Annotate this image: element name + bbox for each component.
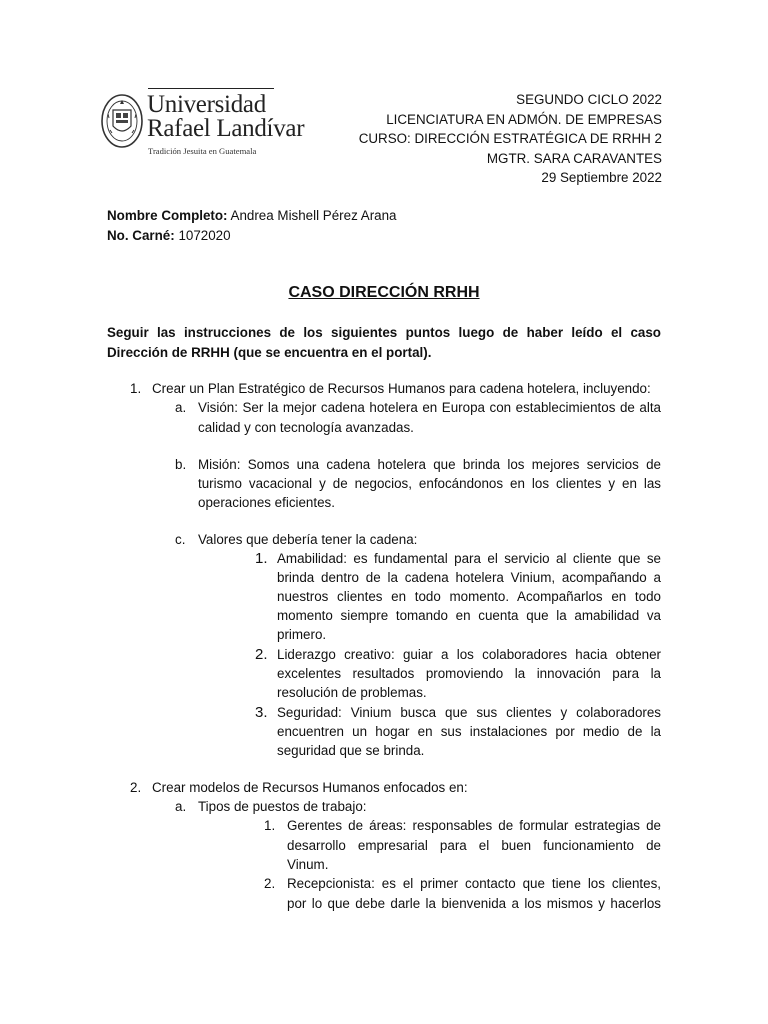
university-seal-icon: [100, 92, 144, 150]
logo-tagline: Tradición Jesuita en Guatemala: [148, 146, 257, 156]
instructions-line: Dirección de RRHH (que se encuentra en el portal).: [107, 344, 432, 360]
item-1-number: 1.: [130, 381, 142, 396]
value-line: Amabilidad: es fundamental para el servicio al cliente que se: [277, 551, 661, 566]
vision-line: Visión: Ser la mejor cadena hotelera en Europa con establecimientos de alta: [198, 400, 661, 415]
name-value: Andrea Mishell Pérez Arana: [227, 208, 397, 223]
mission-line: Misión: Somos una cadena hotelera que brinda los mejores servicios de: [198, 457, 661, 472]
item-1c-letter: c.: [175, 532, 186, 547]
student-name-row: [107, 206, 397, 226]
mission-paragraph: [198, 455, 661, 512]
header-date: 29 Septiembre 2022: [541, 170, 662, 185]
job-line: Vinum.: [287, 857, 329, 872]
header-cycle: SEGUNDO CICLO 2022: [516, 92, 662, 107]
job-line: desarrollo empresarial para el buen funcionamiento de: [287, 837, 661, 853]
item-1b-letter: b.: [175, 457, 187, 472]
value-line: primero.: [277, 627, 327, 642]
job-1-paragraph: [287, 816, 661, 875]
value-3-number: 3.: [255, 704, 268, 721]
mission-line: turismo vacacional y de negocios, enfocándonos en los clientes y en las: [198, 476, 661, 491]
value-line: momento siempre tomando en cuenta que la amabilidad va: [277, 608, 661, 623]
job-line: Recepcionista: es el primer contacto que tiene los clientes,: [287, 876, 661, 891]
item-2-number: 2.: [130, 780, 142, 795]
document-title: CASO DIRECCIÓN RRHH: [288, 284, 480, 301]
value-line: Seguridad: Vinium busca que sus clientes y colaboradores: [277, 705, 661, 720]
value-line: nuestros clientes en todo momento. Acompañarlos en todo: [277, 589, 661, 604]
job-2-paragraph: [287, 874, 661, 913]
item-2-text: Crear modelos de Recursos Humanos enfocados en:: [152, 780, 468, 795]
item-1-text: Crear un Plan Estratégico de Recursos Humanos para cadena hotelera, incluyendo:: [152, 381, 651, 396]
value-line: excelentes resultados promoviendo la innovación para la: [277, 666, 661, 681]
logo-rule: [148, 88, 274, 89]
vision-paragraph: [198, 398, 661, 437]
id-value: 1072020: [174, 227, 231, 243]
value-1-paragraph: [277, 549, 661, 644]
instructions: [107, 323, 661, 362]
mission-line: operaciones eficientes.: [198, 495, 335, 510]
value-2-number: 2.: [255, 646, 268, 663]
header-teacher: MGTR. SARA CARAVANTES: [486, 150, 662, 166]
job-line: por lo que debe darle la bienvenida a los mismos y hacerlos: [287, 895, 661, 911]
student-info: [107, 206, 397, 245]
value-line: seguridad que se brinda.: [277, 743, 425, 758]
job-2-number: 2.: [264, 876, 276, 891]
values-heading: Valores que debería tener la cadena:: [198, 532, 418, 547]
value-line: brinda dentro de la cadena hotelera Vinium, acompañando a: [277, 570, 661, 585]
value-line: encuentren un hogar en sus instalaciones por medio de la: [277, 724, 661, 739]
id-label: No. Carné:: [107, 227, 175, 243]
value-line: resolución de problemas.: [277, 685, 427, 700]
value-2-paragraph: [277, 645, 661, 702]
vision-line: calidad y con tecnología avanzadas.: [198, 419, 414, 435]
logo-line1: Universidad: [147, 91, 266, 118]
header-course: CURSO: DIRECCIÓN ESTRATÉGICA DE RRHH 2: [358, 131, 662, 146]
instructions-line: Seguir las instrucciones de los siguientes puntos luego de haber leído el caso: [107, 325, 661, 340]
item-1a-letter: a.: [175, 400, 187, 415]
item-2a-letter: a.: [175, 799, 187, 814]
student-id-row: [107, 226, 397, 246]
value-3-paragraph: [277, 703, 661, 760]
value-1-number: 1.: [255, 550, 268, 567]
job-1-number: 1.: [264, 818, 276, 833]
jobs-heading: Tipos de puestos de trabajo:: [198, 799, 367, 814]
course-header: [262, 90, 662, 188]
header-degree: LICENCIATURA EN ADMÓN. DE EMPRESAS: [386, 111, 662, 127]
logo-line2: Rafael Landívar: [147, 115, 305, 142]
value-line: Liderazgo creativo: guiar a los colaboradores hacia obtener: [277, 647, 661, 662]
job-line: Gerentes de áreas: responsables de formular estrategias de: [287, 818, 661, 833]
name-label: Nombre Completo:: [107, 208, 228, 223]
